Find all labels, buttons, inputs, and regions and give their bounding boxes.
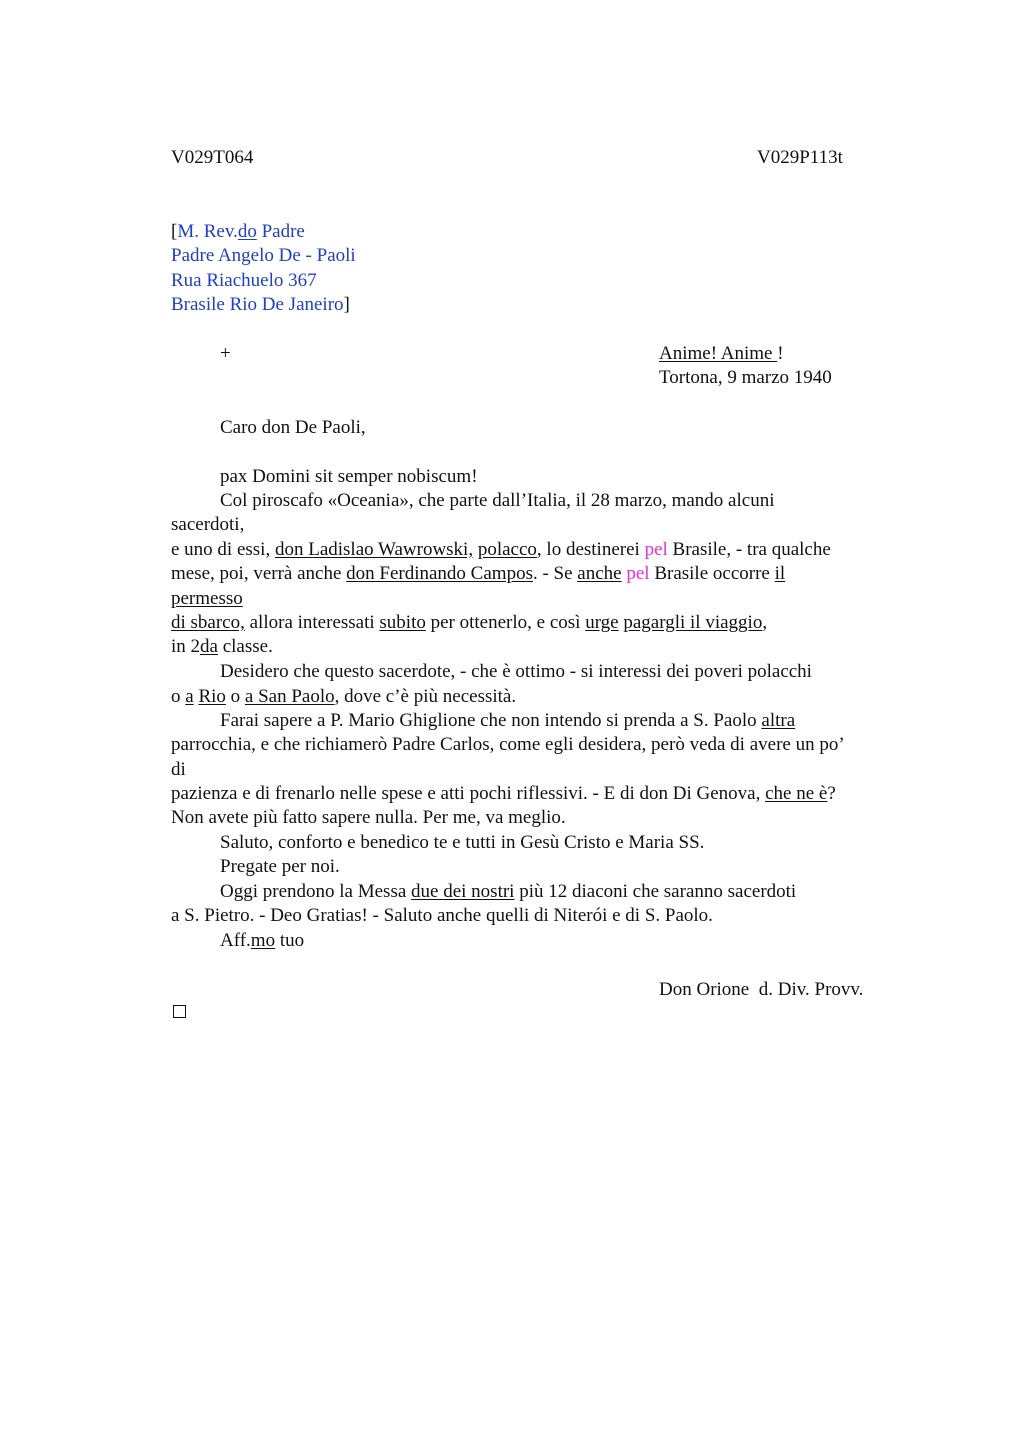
text-run: in 2 bbox=[171, 636, 201, 657]
body-line bbox=[171, 635, 273, 659]
body-line bbox=[171, 538, 831, 562]
text-run: ? bbox=[827, 783, 836, 804]
underlined-phrase: due dei nostri bbox=[411, 881, 515, 902]
closing bbox=[220, 929, 304, 953]
address-title-superscript: do bbox=[237, 221, 257, 242]
underlined-word: a bbox=[185, 686, 194, 707]
motto bbox=[659, 342, 784, 366]
motto-text: Anime! Anime bbox=[659, 343, 778, 364]
text-run: allora interessati bbox=[244, 612, 380, 633]
text-run: classe. bbox=[217, 636, 273, 657]
address-title-padre: Padre bbox=[256, 221, 305, 242]
body-line: Non avete più fatto sapere nulla. Per me, va meglio. bbox=[171, 807, 566, 828]
body-line bbox=[220, 709, 795, 733]
body-line bbox=[220, 880, 796, 904]
address-city: Brasile Rio De Janeiro bbox=[171, 294, 344, 315]
underlined-name: don Ferdinando Campos bbox=[346, 563, 533, 584]
text-run: , bbox=[762, 612, 768, 633]
highlighted-word: pel bbox=[626, 563, 650, 584]
underlined-name: don Ladislao Wawrowski, bbox=[274, 539, 474, 560]
body-line: sacerdoti, bbox=[171, 514, 245, 535]
body-line: di bbox=[171, 759, 186, 780]
underlined-phrase: a San Paolo bbox=[244, 686, 335, 707]
body-line: pax Domini sit semper nobiscum! bbox=[220, 466, 478, 487]
text-run: e uno di essi, bbox=[171, 539, 275, 560]
text-run: Brasile, - tra qualche bbox=[667, 539, 831, 560]
underlined-word: da bbox=[200, 636, 218, 657]
underlined-superscript: mo bbox=[250, 930, 276, 951]
end-box-symbol bbox=[173, 1005, 186, 1018]
text-run: pazienza e di frenarlo nelle spese e atti pochi riflessivi. - E di don Di Genova, bbox=[171, 783, 766, 804]
text-run: mese, poi, verrà anche bbox=[171, 563, 347, 584]
underlined-word: Rio bbox=[198, 686, 226, 707]
text-run: . - Se bbox=[532, 563, 578, 584]
body-line: permesso bbox=[171, 588, 243, 609]
body-line: a S. Pietro. - Deo Gratias! - Saluto anche quelli di Niterói e di S. Paolo. bbox=[171, 905, 713, 926]
document-code-right: V029P113t bbox=[757, 147, 843, 168]
address-line-1 bbox=[171, 220, 305, 244]
underlined-word: il bbox=[774, 563, 786, 584]
text-run: per ottenerlo, e così bbox=[425, 612, 586, 633]
text-run: Oggi prendono la Messa bbox=[220, 881, 412, 902]
address-title: M. Rev. bbox=[177, 221, 238, 242]
body-line bbox=[171, 562, 785, 586]
cross-symbol: + bbox=[220, 343, 231, 364]
body-line: Saluto, conforto e benedico te e tutti in Gesù Cristo e Maria SS. bbox=[220, 832, 705, 853]
underlined-word: altra bbox=[761, 710, 796, 731]
body-line bbox=[171, 782, 836, 806]
body-line bbox=[171, 685, 516, 709]
text-run: , lo destinerei bbox=[536, 539, 645, 560]
highlighted-word: pel bbox=[644, 539, 668, 560]
underlined-word: subito bbox=[379, 612, 426, 633]
address-line-2: Padre Angelo De - Paoli bbox=[171, 245, 356, 266]
underlined-word: polacco bbox=[477, 539, 537, 560]
text-run: , dove c’è più necessità. bbox=[334, 686, 517, 707]
address-line-4 bbox=[171, 293, 350, 317]
body-line: parrocchia, e che richiamerò Padre Carlos, come egli desidera, però veda di avere un po’ bbox=[171, 734, 845, 755]
document-code-left: V029T064 bbox=[171, 147, 254, 168]
address-line-3: Rua Riachuelo 367 bbox=[171, 270, 317, 291]
underlined-word: anche bbox=[577, 563, 622, 584]
underlined-phrase: pagargli il viaggio bbox=[623, 612, 763, 633]
text-run: Farai sapere a P. Mario Ghiglione che non intendo si prenda a S. Paolo bbox=[220, 710, 762, 731]
text-run: Brasile occorre bbox=[649, 563, 775, 584]
greeting: Caro don De Paoli, bbox=[220, 417, 366, 438]
body-line: Pregate per noi. bbox=[220, 856, 340, 877]
underlined-word: urge bbox=[585, 612, 619, 633]
address-open-bracket: [ bbox=[171, 221, 178, 242]
underlined-phrase: di sbarco, bbox=[171, 612, 245, 633]
address-close-bracket: ] bbox=[343, 294, 350, 315]
underlined-phrase: che ne è bbox=[765, 783, 828, 804]
text-run: più 12 diaconi che saranno sacerdoti bbox=[514, 881, 797, 902]
body-line bbox=[171, 611, 767, 635]
text-run: o bbox=[171, 686, 186, 707]
motto-exclamation: ! bbox=[777, 343, 784, 364]
body-line: Col piroscafo «Oceania», che parte dall’Italia, il 28 marzo, mando alcuni bbox=[220, 490, 775, 511]
letter-date: Tortona, 9 marzo 1940 bbox=[659, 367, 832, 388]
signature: Don Orione d. Div. Provv. bbox=[659, 979, 864, 1000]
text-run: Aff. bbox=[220, 930, 251, 951]
body-line: Desidero che questo sacerdote, - che è ottimo - si interessi dei poveri polacchi bbox=[220, 661, 812, 682]
text-run: o bbox=[225, 686, 245, 707]
text-run: tuo bbox=[275, 930, 305, 951]
